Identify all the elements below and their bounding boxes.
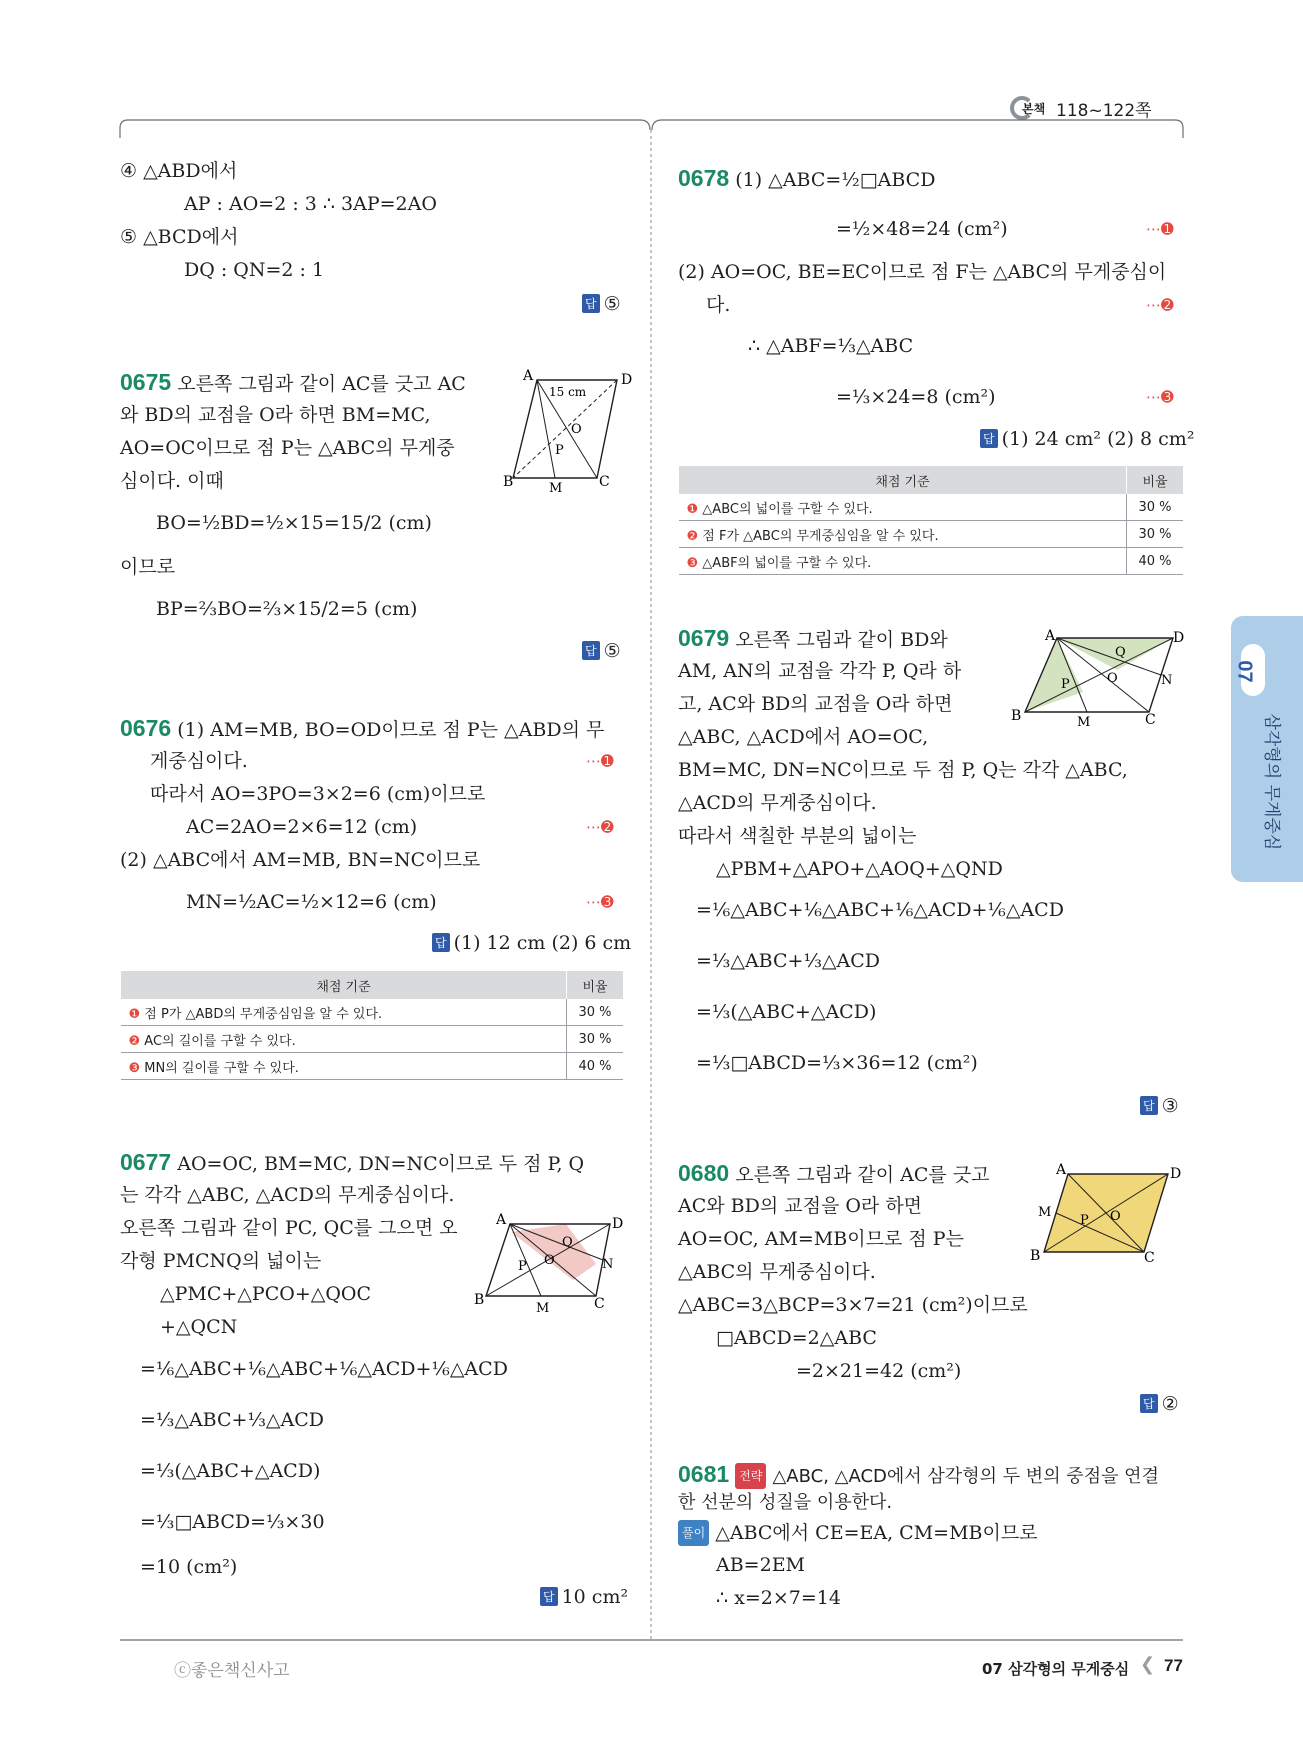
line: 오른쪽 그림과 같이 BD와 — [735, 629, 948, 651]
line: 는 각각 △ABC, △ACD의 무게중심이다. — [120, 1184, 455, 1206]
answer-value: ③ — [1161, 1095, 1179, 1117]
line: △ABC, △ACD에서 삼각형의 두 변의 중점을 연결 — [772, 1466, 1159, 1487]
line: ⑤ △BCD에서 — [120, 226, 239, 248]
step-mark-2: ⋯➋ — [1146, 296, 1174, 314]
line: 오른쪽 그림과 같이 PC, QC를 그으면 오 — [120, 1217, 458, 1239]
line: ④ △ABD에서 — [120, 160, 238, 182]
chapter-title: 삼각형의 무게중심 — [1261, 713, 1282, 851]
line: AO=OC, AM=MB이므로 점 P는 — [678, 1228, 964, 1250]
answer-label: 답 — [1140, 1394, 1158, 1413]
svg-text:O: O — [1107, 671, 1118, 686]
svg-text:B: B — [1030, 1248, 1041, 1264]
answer-0680 — [1140, 1393, 1179, 1415]
line: ∴ x=2×7=14 — [716, 1587, 841, 1609]
line: 한 선분의 성질을 이용한다. — [678, 1492, 893, 1513]
line: =⅓□ABCD=⅓×36=12 (cm²) — [696, 1052, 978, 1074]
svg-text:P: P — [1061, 677, 1070, 692]
line: 심이다. 이때 — [120, 470, 224, 492]
line: AB=2EM — [716, 1554, 806, 1576]
line: =⅓□ABCD=⅓×30 — [140, 1511, 325, 1533]
svg-text:C: C — [1144, 1250, 1155, 1266]
svg-text:C: C — [594, 1296, 605, 1312]
line: 오른쪽 그림과 같이 AC를 긋고 AC — [177, 373, 466, 395]
figure-0680 — [1030, 1160, 1182, 1266]
line: 이므로 — [120, 556, 176, 578]
svg-text:O: O — [1110, 1209, 1121, 1224]
line: 와 BD의 교점을 O라 하면 BM=MC, — [120, 404, 431, 426]
svg-text:B: B — [503, 474, 514, 490]
answer-value: ⑤ — [603, 293, 621, 315]
line: 오른쪽 그림과 같이 AC를 긋고 — [735, 1164, 990, 1186]
line: =⅓(△ABC+△ACD) — [696, 1001, 877, 1023]
answer-value: (1) 12 cm (2) 6 cm — [453, 932, 632, 954]
svg-text:B: B — [474, 1292, 485, 1308]
problem-0681 — [678, 1462, 1159, 1489]
step-mark-1: ⋯➊ — [586, 752, 614, 770]
svg-text:M: M — [1038, 1205, 1052, 1220]
line: AP : AO=2 : 3 ∴ 3AP=2AO — [184, 193, 437, 215]
problem-0677 — [120, 1150, 584, 1176]
line: (1) AM=MB, BO=OD이므로 점 P는 △ABD의 무 — [177, 719, 605, 741]
svg-text:M: M — [549, 481, 563, 496]
line: =2×21=42 (cm²) — [796, 1360, 962, 1382]
line: BO=½BD=½×15=15/2 (cm) — [156, 512, 432, 534]
line: △ABC의 무게중심이다. — [678, 1261, 876, 1283]
answer-label: 답 — [432, 933, 450, 952]
table-row: ❸ △ABF의 넓이를 구할 수 있다. 40 % — [679, 548, 1184, 575]
line: △PMC+△PCO+△QOC — [160, 1283, 372, 1305]
svg-text:P: P — [518, 1259, 527, 1274]
solution-tag: 풀이 — [678, 1520, 709, 1546]
svg-text:Q: Q — [562, 1235, 573, 1250]
problem-number: 0677 — [120, 1149, 172, 1175]
solution-line — [678, 1520, 1038, 1546]
chapter-number-text: 07 — [1233, 660, 1256, 683]
line: 따라서 색칠한 부분의 넓이는 — [678, 825, 917, 847]
svg-text:O: O — [571, 422, 582, 437]
step-mark-2: ⋯➋ — [586, 818, 614, 836]
answer-value: 10 cm² — [561, 1586, 629, 1608]
line: △ABC, △ACD에서 AO=OC, — [678, 726, 929, 748]
problem-number: 0679 — [678, 625, 730, 651]
answer-value: ② — [1161, 1393, 1179, 1415]
answer-0678 — [980, 428, 1194, 450]
problem-0678 — [678, 166, 935, 192]
line: AM, AN의 교점을 각각 P, Q라 하 — [678, 660, 962, 682]
chevron-left-icon: ❮ — [1140, 1654, 1156, 1675]
svg-text:A: A — [1056, 1162, 1067, 1178]
line: =⅓△ABC+⅓△ACD — [696, 950, 880, 972]
svg-text:C: C — [599, 474, 610, 490]
answer-0676 — [432, 932, 631, 954]
svg-text:A: A — [496, 1212, 507, 1228]
line: =⅓×24=8 (cm²) — [836, 386, 996, 408]
line: 다. — [706, 294, 731, 316]
line: 게중심이다. — [150, 750, 248, 772]
line: (2) AO=OC, BE=EC이므로 점 F는 △ABC의 무게중심이 — [678, 261, 1167, 283]
svg-text:N: N — [602, 1257, 614, 1272]
line: =⅙△ABC+⅙△ABC+⅙△ACD+⅙△ACD — [140, 1358, 508, 1380]
line: AC=2AO=2×6=12 (cm) — [186, 816, 418, 838]
line: +△QCN — [160, 1316, 238, 1338]
svg-text:P: P — [1080, 1213, 1089, 1228]
line: (1) △ABC=½□ABCD — [735, 169, 936, 191]
line: 각형 PMCNQ의 넓이는 — [120, 1250, 322, 1272]
answer-value: (1) 24 cm² (2) 8 cm² — [1001, 428, 1195, 450]
line: BP=⅔BO=⅔×15/2=5 (cm) — [156, 598, 418, 620]
problem-0680 — [678, 1161, 990, 1187]
answer-value: ⑤ — [603, 640, 621, 662]
line: △ACD의 무게중심이다. — [678, 792, 877, 814]
answer-label: 답 — [1140, 1096, 1158, 1115]
answer-label: 답 — [582, 641, 600, 660]
answer-0679 — [1140, 1095, 1179, 1117]
svg-text:Q: Q — [1115, 645, 1126, 660]
svg-text:D: D — [1170, 1166, 1182, 1182]
problem-number: 0678 — [678, 165, 730, 191]
svg-text:N: N — [1161, 673, 1173, 688]
line: 따라서 AO=3PO=3×2=6 (cm)이므로 — [150, 783, 486, 805]
svg-text:P: P — [555, 443, 564, 458]
answer-0677 — [540, 1586, 628, 1608]
criteria-table-0676 — [120, 971, 623, 1080]
line: =⅓△ABC+⅓△ACD — [140, 1409, 324, 1431]
answer-label: 답 — [582, 294, 600, 313]
footer-page-number: 77 — [1164, 1656, 1183, 1675]
line: AO=OC이므로 점 P는 △ABC의 무게중 — [120, 437, 455, 459]
page-range: 118~122쪽 — [1056, 101, 1152, 121]
ratio-header: 비율 — [567, 971, 624, 999]
criteria-header: 채점 기준 — [121, 971, 567, 999]
step-mark-1: ⋯➊ — [1146, 220, 1174, 238]
answer-label: 답 — [540, 1587, 558, 1606]
figure-label: 15 cm — [549, 385, 587, 399]
svg-text:A: A — [523, 368, 534, 384]
problem-number: 0676 — [120, 715, 172, 741]
table-row: ❷ AC의 길이를 구할 수 있다. 30 % — [121, 1026, 624, 1053]
table-row: ❶ 점 P가 △ABD의 무게중심임을 알 수 있다. 30 % — [121, 999, 624, 1026]
figure-0677 — [474, 1212, 628, 1316]
line: DQ : QN=2 : 1 — [184, 259, 325, 281]
footer-chapter: 07 삼각형의 무게중심 — [982, 1660, 1130, 1678]
line: ∴ △ABF=⅓△ABC — [748, 335, 914, 357]
line: △ABC=3△BCP=3×7=21 (cm²)이므로 — [678, 1294, 1028, 1316]
svg-text:O: O — [544, 1253, 555, 1268]
chapter-side-tab — [1231, 616, 1303, 882]
svg-text:M: M — [1077, 715, 1091, 730]
problem-number: 0680 — [678, 1160, 730, 1186]
step-mark-3: ⋯➌ — [586, 893, 614, 911]
svg-text:D: D — [1173, 630, 1185, 646]
line: AC와 BD의 교점을 O라 하면 — [678, 1195, 923, 1217]
step-mark-3: ⋯➌ — [1146, 388, 1174, 406]
line: △ABC에서 CE=EA, CM=MB이므로 — [715, 1522, 1038, 1544]
answer-0675 — [582, 640, 621, 662]
svg-text:D: D — [612, 1216, 624, 1232]
svg-text:C: C — [1145, 712, 1156, 728]
problem-0676 — [120, 716, 604, 742]
answer-0674 — [582, 293, 621, 315]
svg-text:D: D — [621, 372, 633, 388]
line: MN=½AC=½×12=6 (cm) — [186, 891, 437, 913]
table-row: ❷ 점 F가 △ABC의 무게중심임을 알 수 있다. 30 % — [679, 521, 1184, 548]
line: =⅙△ABC+⅙△ABC+⅙△ACD+⅙△ACD — [696, 899, 1064, 921]
table-row: ❸ MN의 길이를 구할 수 있다. 40 % — [121, 1053, 624, 1080]
criteria-header: 채점 기준 — [679, 466, 1127, 494]
line: 고, AC와 BD의 교점을 O라 하면 — [678, 693, 953, 715]
svg-text:B: B — [1011, 708, 1022, 724]
problem-number: 0675 — [120, 369, 172, 395]
line: □ABCD=2△ABC — [716, 1327, 877, 1349]
line: △PBM+△APO+△AOQ+△QND — [716, 858, 1003, 880]
ratio-header: 비율 — [1127, 466, 1184, 494]
line: =10 (cm²) — [140, 1556, 238, 1578]
figure-0675 — [503, 368, 640, 496]
line: (2) △ABC에서 AM=MB, BN=NC이므로 — [120, 849, 481, 871]
criteria-table-0678 — [678, 466, 1183, 575]
svg-text:M: M — [536, 1301, 550, 1316]
figure-0679 — [1011, 626, 1185, 730]
line: BM=MC, DN=NC이므로 두 점 P, Q는 각각 △ABC, — [678, 759, 1128, 781]
line: AO=OC, BM=MC, DN=NC이므로 두 점 P, Q — [177, 1153, 585, 1175]
line: =⅓(△ABC+△ACD) — [140, 1460, 321, 1482]
book-label: 본책 — [1022, 102, 1046, 116]
table-row: ❶ △ABC의 넓이를 구할 수 있다. 30 % — [679, 494, 1184, 521]
strategy-tag: 전략 — [735, 1463, 766, 1489]
problem-0679 — [678, 626, 948, 652]
footer-publisher: ⓒ좋은책신사고 — [174, 1661, 290, 1681]
line: =½×48=24 (cm²) — [836, 218, 1008, 240]
svg-text:A: A — [1045, 628, 1056, 644]
problem-number: 0681 — [678, 1461, 730, 1487]
answer-label: 답 — [980, 429, 998, 448]
problem-0675 — [120, 370, 466, 396]
